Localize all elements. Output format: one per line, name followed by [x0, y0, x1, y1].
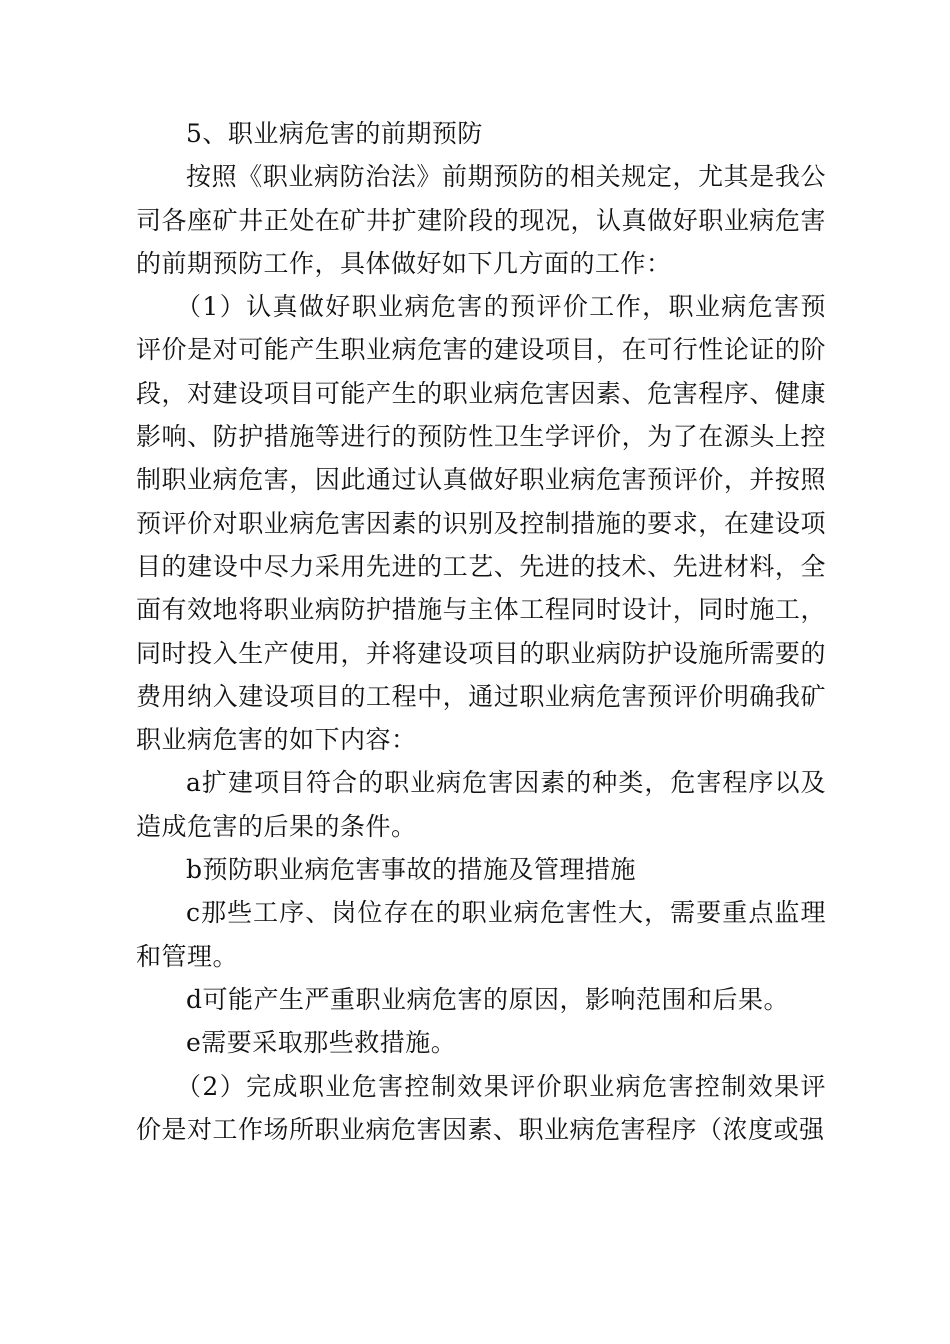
intro-paragraph: 按照《职业病防治法》前期预防的相关规定，尤其是我公司各座矿井正处在矿井扩建阶段的现况，认真做好职业病危害的前期预防工作，具体做好如下几方面的工作： — [136, 162, 826, 278]
sub-item-e: e需要采取那些救措施。 — [186, 1028, 457, 1058]
item-2-paragraph: （2）完成职业危害控制效果评价职业病危害控制效果评价是对工作场所职业病危害因素、职业病危害程序（浓度或强 — [136, 1071, 826, 1144]
sub-item-c: c那些工序、岗位存在的职业病危害性大，需要重点监理和管理。 — [136, 898, 826, 971]
sub-item-a: a扩建项目符合的职业病危害因素的种类，危害程序以及造成危害的后果的条件。 — [136, 768, 826, 841]
document-body — [136, 112, 826, 1151]
sub-item-b: b预防职业病危害事故的措施及管理措施 — [186, 855, 637, 885]
item-1-paragraph: （1）认真做好职业病危害的预评价工作，职业病危害预评价是对可能产生职业病危害的建设项目，在可行性论证的阶段，对建设项目可能产生的职业病危害因素、危害程序、健康影响、防护措施等进行的预防性卫生学评价，为了在源头上控制职业病危害，因此通过认真做好职业病危害预评价，并按照预评价对职业病危害因素的识别及控制措施的要求，在建设项目的建设中尽力采用先进的工艺、先进的技术、先进材料，全面有效地将职业病防护措施与主体工程同时设计，同时施工，同时投入生产使用，并将建设项目的职业病防护设施所需要的费用纳入建设项目的工程中，通过职业病危害预评价明确我矿职业病危害的如下内容： — [136, 292, 826, 755]
sub-item-d: d可能产生严重职业病危害的原因，影响范围和后果。 — [186, 984, 790, 1014]
section-heading: 5、职业病危害的前期预防 — [186, 119, 483, 148]
